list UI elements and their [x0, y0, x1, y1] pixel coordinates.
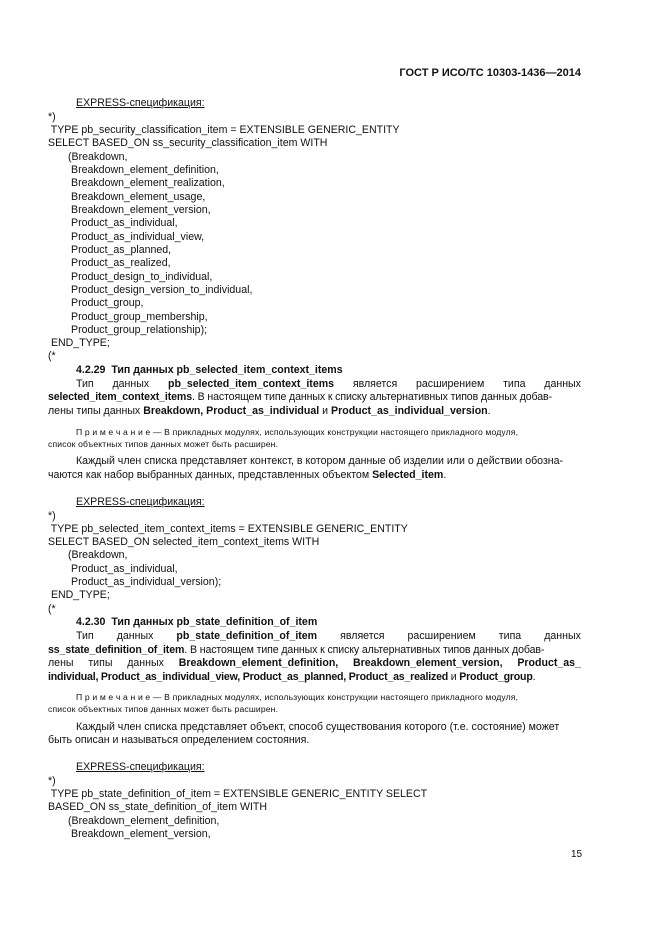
word: данных	[127, 657, 164, 669]
paragraph-line	[48, 657, 581, 670]
document-header: ГОСТ Р ИСО/ТС 10303-1436—2014	[399, 67, 581, 79]
text: .	[443, 469, 447, 481]
word: типа	[498, 630, 522, 642]
word: лены	[48, 657, 74, 669]
paragraph-line	[76, 378, 581, 391]
paragraph-line: Каждый член списка представляет объект, способ существования которого (т.е. состояние) может	[76, 721, 560, 733]
note-line: П р и м е ч а н и е — В прикладных модулях, использующих конструкции настоящего прикладного модуля,	[76, 692, 519, 702]
express-label: EXPRESS-спецификация:	[76, 761, 205, 773]
word: расширением	[407, 630, 476, 642]
code-line: Product_as_planned,	[71, 244, 172, 256]
text: . В настоящем типе данных к списку альтернативных типов данных добав-	[184, 644, 545, 656]
code-line: TYPE pb_state_definition_of_item = EXTENSIBLE GENERIC_ENTITY SELECT	[48, 788, 428, 800]
word: Тип	[76, 378, 94, 390]
word: расширением	[416, 378, 485, 390]
code-line: SELECT BASED_ON selected_item_context_items WITH	[48, 536, 320, 548]
code-line: Product_design_version_to_individual,	[71, 284, 253, 296]
code-line: *)	[48, 111, 56, 123]
paragraph-line: быть описан и называться определением состояния.	[48, 734, 310, 746]
text: . В настоящем типе данных к списку альтернативных типов данных добав-	[191, 391, 552, 403]
section-heading: 4.2.30 Тип данных pb_state_definition_of_item	[76, 616, 318, 628]
text: чаются как набор выбранных данных, представленных объектом	[48, 469, 373, 481]
code-line: (Breakdown,	[68, 151, 128, 163]
code-line: Product_group,	[71, 297, 144, 309]
code-line: Breakdown_element_version,	[71, 828, 211, 840]
code-line: Product_as_individual_view,	[71, 231, 205, 243]
code-line: Product_as_individual,	[71, 217, 178, 229]
type-name: pb_state_definition_of_item	[176, 630, 318, 642]
paragraph-line	[48, 405, 491, 418]
code-line: Product_group_relationship);	[71, 324, 208, 336]
paragraph-line: Каждый член списка представляет контекст, в котором данные об изделии или о действии обозна-	[76, 455, 564, 467]
type-name: Breakdown, Product_as_individual	[143, 405, 320, 417]
code-line: (*	[48, 603, 56, 615]
code-line: Breakdown_element_version,	[71, 204, 211, 216]
word: является	[352, 378, 398, 390]
code-line: Product_as_individual_version);	[71, 576, 222, 588]
type-name: Selected_item	[372, 469, 444, 481]
note-line: список объектных типов данных может быть расширен.	[48, 704, 279, 714]
code-line: Breakdown_element_definition,	[71, 164, 219, 176]
code-line: Product_as_realized,	[71, 257, 171, 269]
paragraph-line	[48, 671, 535, 684]
type-name: Product_as_individual_version	[331, 405, 488, 417]
text: и	[448, 671, 460, 683]
paragraph-line	[48, 391, 552, 404]
code-line: Breakdown_element_realization,	[71, 177, 225, 189]
express-label: EXPRESS-спецификация:	[76, 496, 205, 508]
note-line: список объектных типов данных может быть расширен.	[48, 439, 279, 449]
section-heading: 4.2.29 Тип данных pb_selected_item_context_items	[76, 364, 343, 376]
code-line: SELECT BASED_ON ss_security_classification_item WITH	[48, 137, 328, 149]
code-line: (Breakdown_element_definition,	[68, 815, 220, 827]
word: данных	[112, 378, 150, 390]
type-name: ss_state_definition_of_item	[48, 644, 185, 656]
type-name: Breakdown_element_definition,	[178, 657, 339, 669]
code-line: *)	[48, 510, 56, 522]
express-label: EXPRESS-спецификация:	[76, 97, 205, 109]
paragraph-line	[48, 644, 544, 657]
note-line: П р и м е ч а н и е — В прикладных модулях, использующих конструкции настоящего прикладного модуля,	[76, 427, 519, 437]
code-line: (*	[48, 350, 56, 362]
code-line: Product_design_to_individual,	[71, 271, 213, 283]
word: Тип	[76, 630, 94, 642]
word: типа	[503, 378, 526, 390]
word: данных	[544, 630, 581, 642]
code-line: END_TYPE;	[48, 337, 110, 349]
type-name: Breakdown_element_version,	[353, 657, 503, 669]
paragraph-line	[48, 469, 446, 482]
text: лены типы данных	[48, 405, 144, 417]
type-name: Product_as_	[517, 657, 581, 669]
paragraph-line	[76, 630, 581, 643]
code-line: TYPE pb_security_classification_item = EXTENSIBLE GENERIC_ENTITY	[48, 124, 400, 136]
word: данных	[544, 378, 581, 390]
type-name: selected_item_context_items	[48, 391, 192, 403]
word: типы	[88, 657, 113, 669]
code-line: Product_group_membership,	[71, 311, 208, 323]
word: данных	[116, 630, 154, 642]
code-line: *)	[48, 775, 56, 787]
text: и	[319, 405, 332, 417]
page-number: 15	[571, 849, 583, 860]
type-name: Product_group	[459, 671, 533, 683]
word: является	[340, 630, 385, 642]
code-line: BASED_ON ss_state_definition_of_item WITH	[48, 801, 268, 813]
code-line: Product_as_individual,	[71, 563, 178, 575]
code-line: TYPE pb_selected_item_context_items = EXTENSIBLE GENERIC_ENTITY	[48, 523, 408, 535]
code-line: END_TYPE;	[48, 589, 110, 601]
type-name: individual, Product_as_individual_view, Product_as_planned, Product_as_realized	[48, 671, 449, 683]
text: .	[532, 671, 536, 683]
code-line: (Breakdown,	[68, 549, 128, 561]
code-line: Breakdown_element_usage,	[71, 191, 206, 203]
type-name: pb_selected_item_context_items	[167, 378, 335, 390]
text: .	[487, 405, 491, 417]
